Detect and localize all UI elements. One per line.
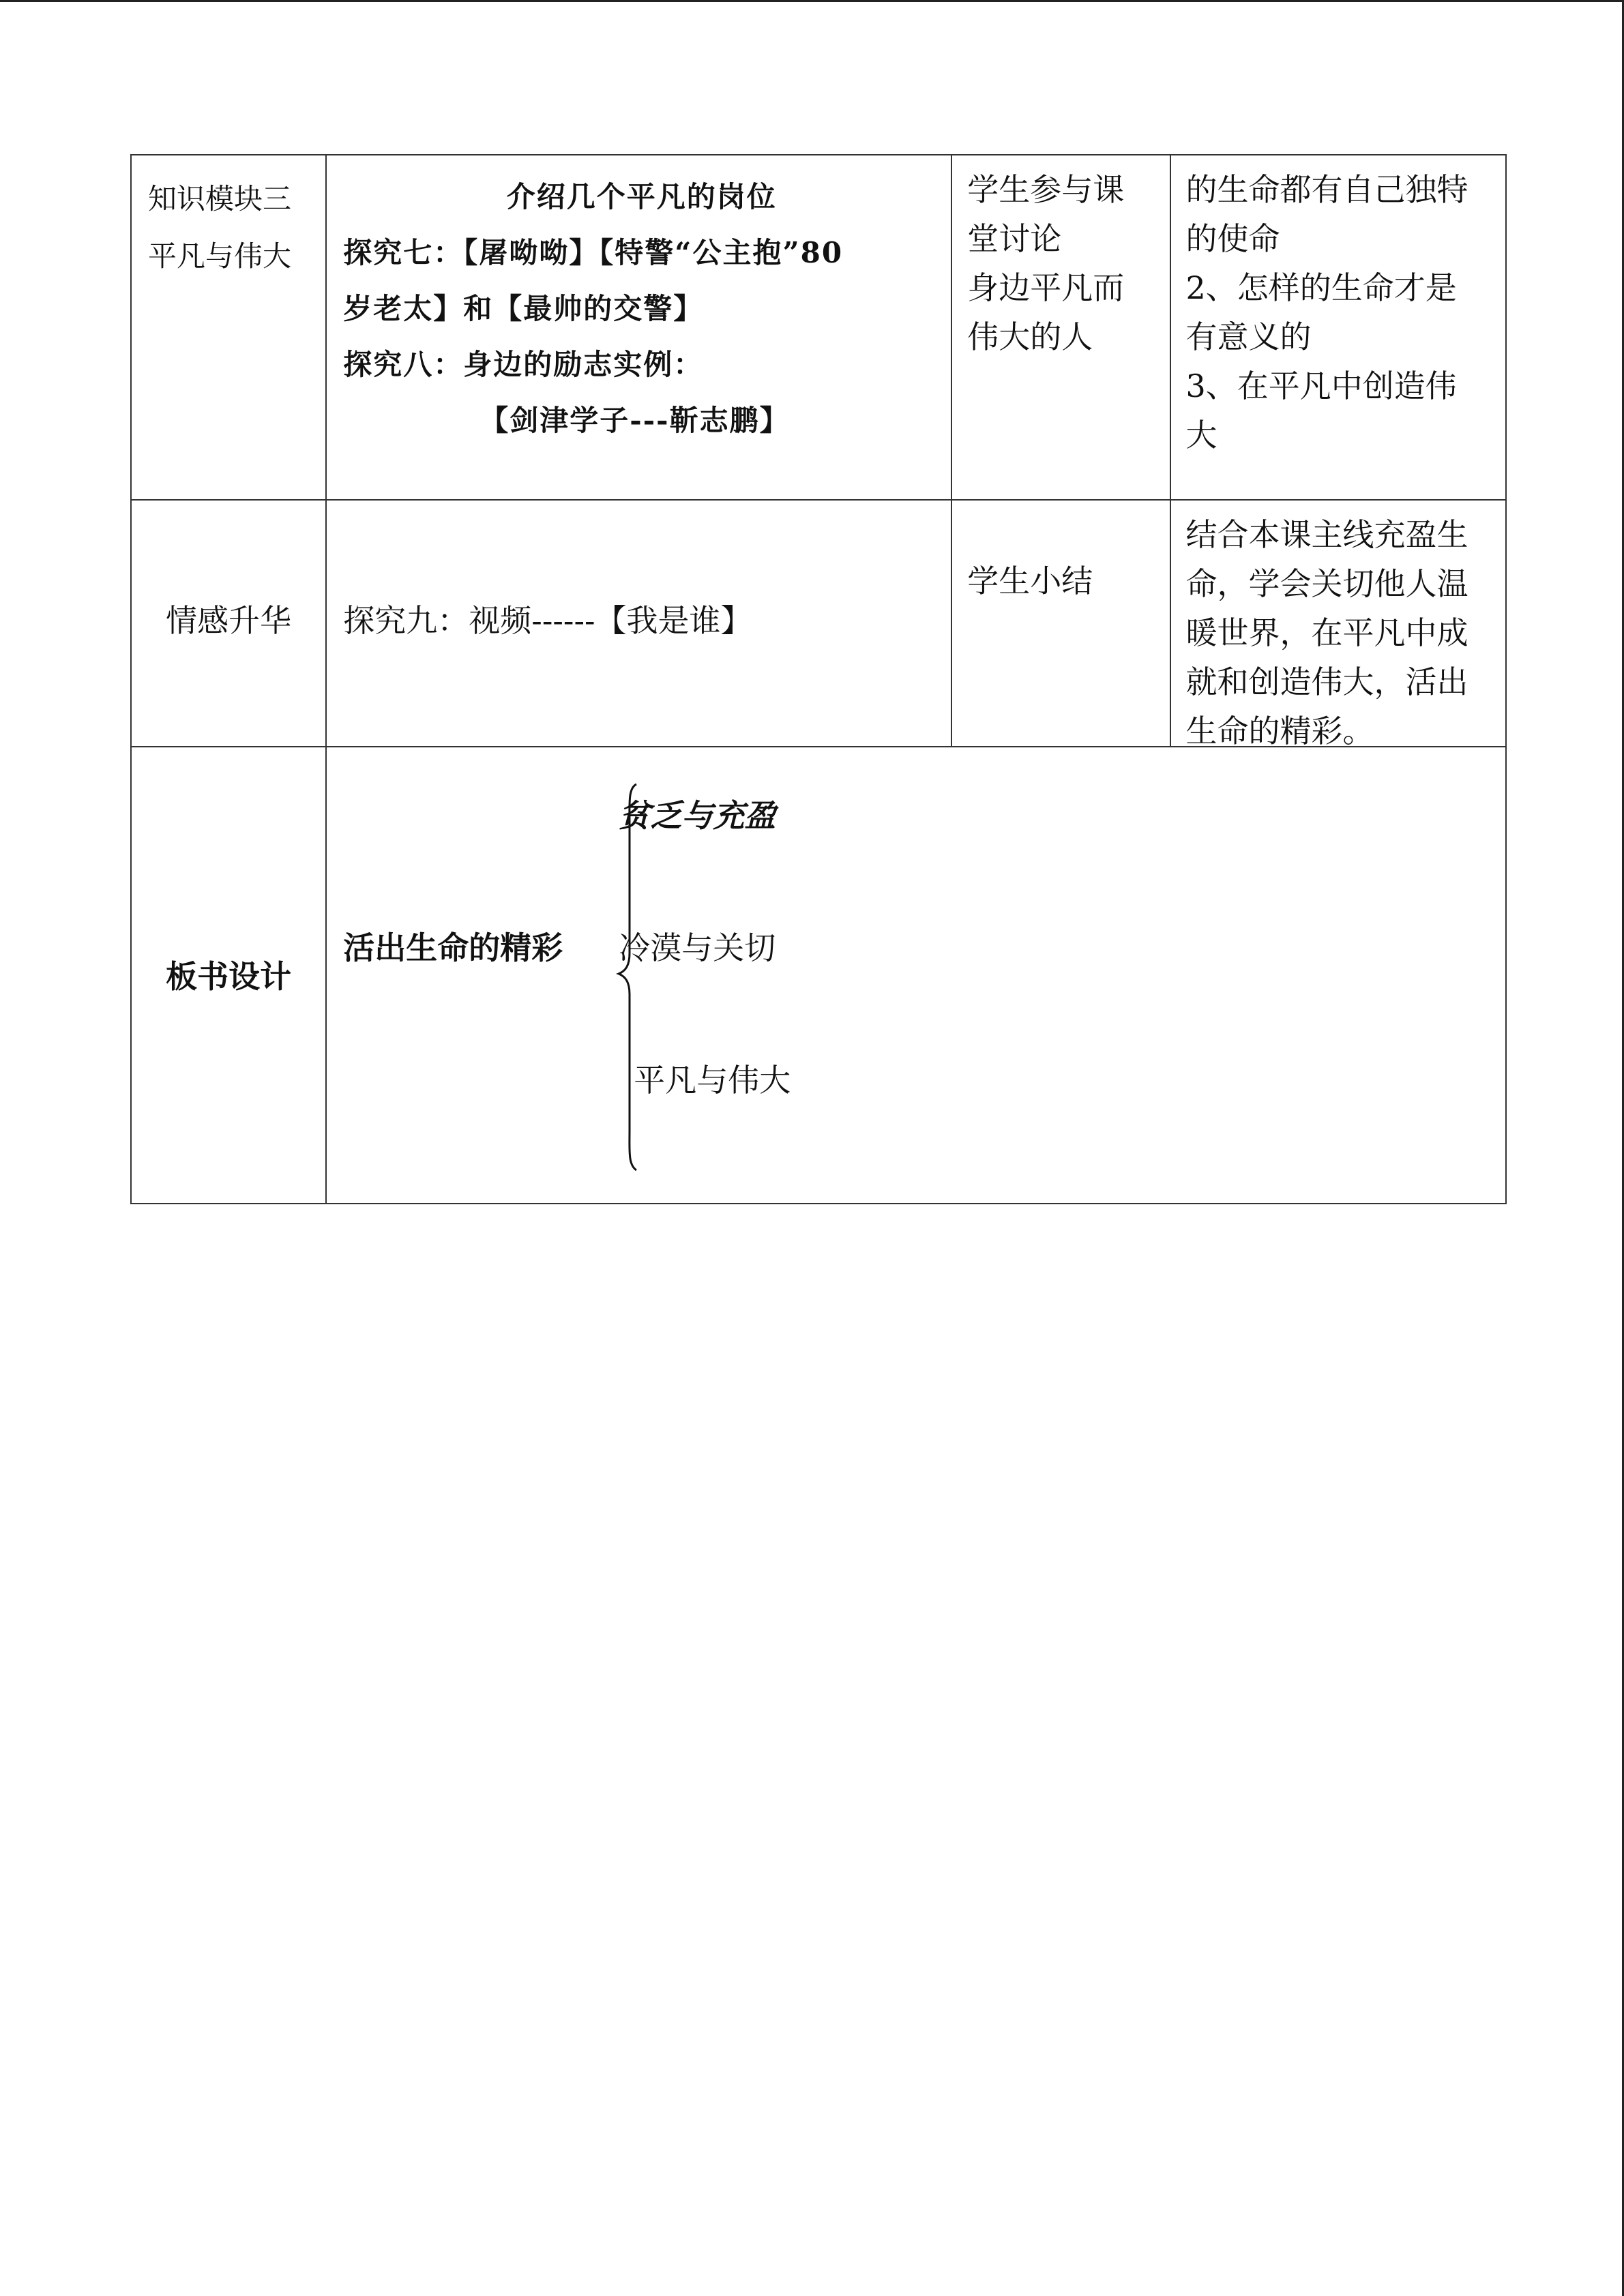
explore-7-line-1: 探究七：【屠呦呦】【特警“公主抱”80	[343, 236, 844, 269]
table-row-module-3	[131, 155, 1506, 500]
cell-design-intent	[1170, 155, 1507, 500]
explore-8-line-1: 探究八：身边的励志实例：	[343, 348, 704, 381]
board-branch-3: 平凡与伟大	[634, 1062, 791, 1099]
module-title: 知识模块三 平凡与伟大	[148, 182, 292, 273]
emotion-intent: 结合本课主线充盈生 命，学会关切他人温 暖世界，在平凡中成 就和创造伟大，活出 生命的精彩。	[1185, 516, 1468, 749]
board-branch-1: 贫乏与充盈	[619, 797, 776, 834]
content-heading: 介绍几个平凡的岗位	[506, 180, 777, 213]
table-row-board-design	[131, 747, 1506, 1204]
module-content	[343, 169, 940, 449]
cell-module-content	[326, 155, 951, 500]
cell-board-title	[131, 747, 326, 1204]
cell-module-title	[131, 155, 326, 500]
explore-7-line-2: 岁老太】和【最帅的交警】	[343, 292, 704, 325]
brace-icon	[616, 783, 643, 1172]
emotion-title: 情感升华	[166, 602, 292, 639]
cell-emotion-content	[326, 500, 951, 747]
cell-emotion-intent	[1170, 500, 1507, 747]
lesson-plan-table	[130, 154, 1507, 1204]
board-main-topic: 活出生命的精彩	[343, 929, 563, 966]
student-activity: 学生参与课 堂讨论 身边平凡而 伟大的人	[967, 171, 1125, 355]
explore-8-line-2: 【剑津学子---靳志鹏】	[479, 404, 790, 437]
page-top-border	[0, 0, 1624, 2]
board-branch-2: 冷漠与关切	[619, 929, 776, 966]
cell-board-content	[326, 747, 1506, 1204]
cell-student-activity	[951, 155, 1170, 500]
cell-emotion-title	[131, 500, 326, 747]
explore-9: 探究九：视频------【我是谁】	[343, 602, 752, 639]
design-intent: 的生命都有自己独特 的使命 2、怎样的生命才是 有意义的 3、在平凡中创造伟 大	[1185, 171, 1468, 453]
cell-emotion-activity	[951, 500, 1170, 747]
student-summary: 学生小结	[967, 563, 1093, 599]
board-design-title: 板书设计	[166, 958, 292, 995]
table-row-emotion	[131, 500, 1506, 747]
